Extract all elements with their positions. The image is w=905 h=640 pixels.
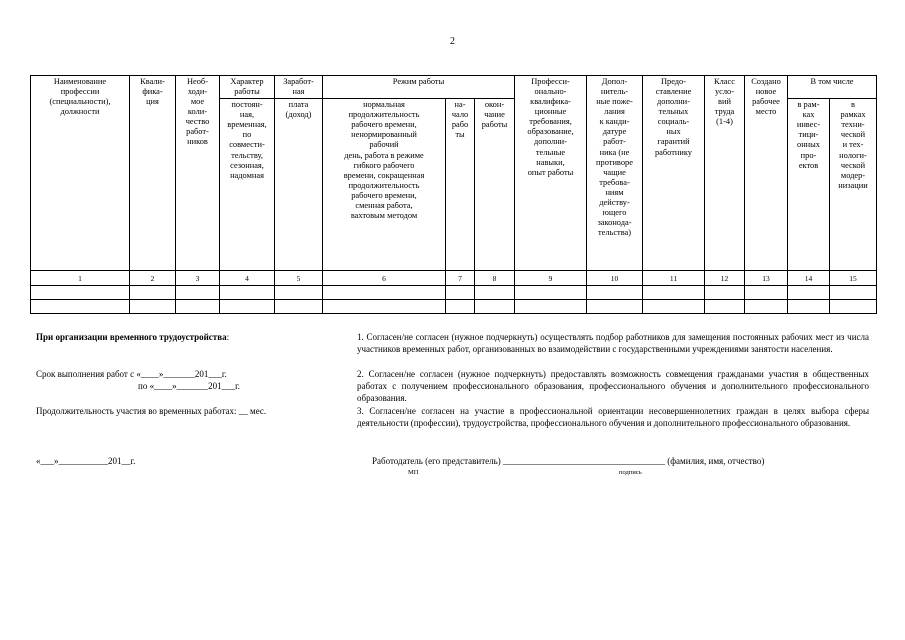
header-work-class: Класс усло- вий труда (1-4) [705,76,745,271]
table-row[interactable] [31,300,877,314]
header-modernization: в рамках техни- ческой и тех- нологи- ческой модер- низации [830,99,877,271]
term-from-line[interactable]: Срок выполнения работ с «____»_______201___г. [36,369,227,379]
consent-item-3: 3. Согласен/не согласен на участие в профессиональной ориентации несовершеннолетних граждан в целях выбора сферы деятельности (профессии), трудоустройства, профессионального обучения и дополнительного профессионального образования. [357,406,869,429]
header-work-end: окон- чание работы [475,99,515,271]
signature-label: подпись [619,469,642,476]
header-work-start: на- чало рабо ты [446,99,475,271]
header-salary-income: плата (доход) [275,99,323,271]
column-number: 8 [475,271,515,286]
header-work-mode: Режим работы [323,76,515,99]
employer-signature-line[interactable]: Работодатель (его представитель) ____________________________________ (фамилия, имя, отчество) [372,456,765,466]
column-numbers-row [31,271,877,286]
column-number: 15 [830,271,877,286]
header-salary: Заработ- ная [275,76,323,99]
date-line[interactable]: «___»___________201__г. [36,456,136,466]
column-number: 14 [788,271,830,286]
header-social-guarantees: Предо- ставление дополни- тельных социаль- ных гарантий работнику [643,76,705,271]
column-number: 3 [176,271,220,286]
consent-item-2: 2. Согласен/не согласен (нужное подчеркнуть) предоставлять возможность совмещения гражданами участия в общественных работах с получением профессионального образования, профессионального обучения и дополнительного профессионального образования. [357,369,869,404]
column-number: 1 [31,271,130,286]
header-new-workplace: Создано новое рабочее место [745,76,788,271]
header-investment-projects: в рам- ках инвес- тици- онных про- ектов [788,99,830,271]
header-profession: Наименование профессии (специальности), должности [31,76,130,271]
stamp-label: МП [408,469,419,476]
header-work-character-types: постоян- ная, временная, по совмести- тельству, сезонная, надомная [220,99,275,271]
header-work-mode-types: нормальная продолжительность рабочего времени, ненормированный рабочий день, работа в режиме гибкого рабочего времени, сокращенная продолжительность рабочего времени, сменная работа, вахтовым методом [323,99,446,271]
column-number: 13 [745,271,788,286]
table-row[interactable] [31,286,877,300]
header-requirements: Професси- онально- квалифика- ционные требования, образование, дополни- тельные навыки, опыт работы [515,76,587,271]
column-number: 2 [130,271,176,286]
header-work-character: Характер работы [220,76,275,99]
column-number: 11 [643,271,705,286]
header-additional-wishes: Допол- нитель- ные поже- лания к канди- датуре работ- ника (не противоре чащие требова- ниям действу- ющего законода- тельства) [587,76,643,271]
vacancy-table [30,75,877,314]
temp-employment-heading: При организации временного трудоустройства: [36,332,230,342]
column-number: 7 [446,271,475,286]
column-number: 9 [515,271,587,286]
consent-item-1: 1. Согласен/не согласен (нужное подчеркнуть) осуществлять подбор работников для замещения постоянных рабочих мест из числа участников временных работ, организованных во взаимодействии с государственными учреждениями занятости населения. [357,332,869,355]
term-to-line[interactable]: по «____»_______201___г. [138,381,240,391]
header-workers-needed: Необ- ходи- мое коли- чество работ- ников [176,76,220,271]
column-number: 6 [323,271,446,286]
header-including: В том числе [788,76,877,99]
page-number: 2 [450,36,455,47]
column-number: 5 [275,271,323,286]
header-qualification: Квали- фика- ция [130,76,176,271]
column-number: 12 [705,271,745,286]
column-number: 10 [587,271,643,286]
duration-line[interactable]: Продолжительность участия во временных работах: __ мес. [36,406,267,416]
column-number: 4 [220,271,275,286]
